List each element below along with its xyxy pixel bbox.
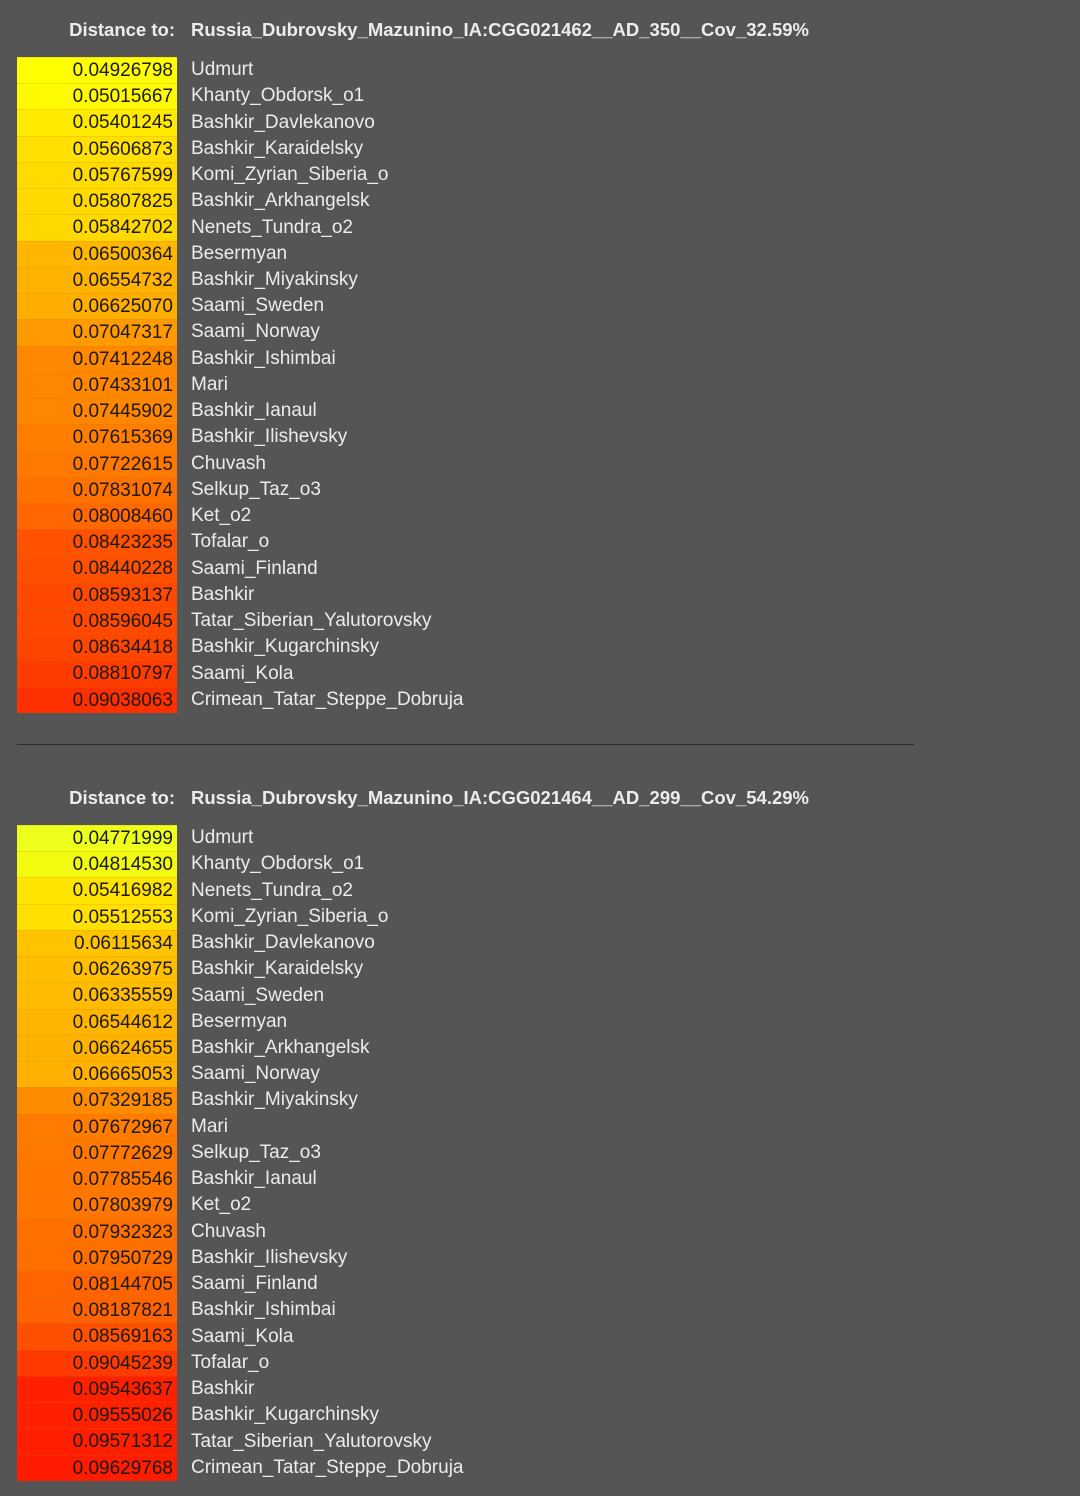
table-row xyxy=(17,1192,917,1218)
population-name: Komi_Zyrian_Siberia_o xyxy=(191,164,389,186)
population-name: Udmurt xyxy=(191,827,254,849)
distance-value: 0.04926798 xyxy=(17,57,177,83)
distance-value: 0.05842702 xyxy=(17,214,177,240)
population-name: Chuvash xyxy=(191,452,266,474)
table-row xyxy=(17,1455,917,1481)
population-name: Bashkir_Arkhangelsk xyxy=(191,190,370,212)
distance-value: 0.07785546 xyxy=(17,1166,177,1192)
distance-value: 0.06263975 xyxy=(17,956,177,982)
distance-value: 0.07615369 xyxy=(17,424,177,450)
table-row xyxy=(17,1323,917,1349)
table-row xyxy=(17,109,917,135)
table-row xyxy=(17,529,917,555)
distance-value: 0.07672967 xyxy=(17,1114,177,1140)
population-name: Selkup_Taz_o3 xyxy=(191,1141,321,1163)
population-name: Khanty_Obdorsk_o1 xyxy=(191,853,365,875)
distance-value: 0.07433101 xyxy=(17,372,177,398)
table-row xyxy=(17,57,917,83)
population-name: Udmurt xyxy=(191,59,254,81)
table-row xyxy=(17,136,917,162)
population-name: Saami_Sweden xyxy=(191,295,325,317)
table-row xyxy=(17,1087,917,1113)
distance-value: 0.09038063 xyxy=(17,687,177,713)
table-row xyxy=(17,162,917,188)
population-name: Tofalar_o xyxy=(191,1351,270,1373)
distance-value: 0.04771999 xyxy=(17,825,177,851)
distance-value: 0.05512553 xyxy=(17,904,177,930)
distance-value: 0.08634418 xyxy=(17,634,177,660)
table-row xyxy=(17,555,917,581)
table-row xyxy=(17,930,917,956)
population-name: Tatar_Siberian_Yalutorovsky xyxy=(191,610,432,632)
table-row xyxy=(17,372,917,398)
population-name: Chuvash xyxy=(191,1220,266,1242)
table-row xyxy=(17,1350,917,1376)
population-name: Crimean_Tatar_Steppe_Dobruja xyxy=(191,688,464,710)
population-name: Saami_Sweden xyxy=(191,984,325,1006)
distance-value: 0.07412248 xyxy=(17,346,177,372)
table-row xyxy=(17,608,917,634)
population-name: Bashkir_Ianaul xyxy=(191,1168,317,1190)
distance-value: 0.07932323 xyxy=(17,1219,177,1245)
population-name: Nenets_Tundra_o2 xyxy=(191,879,353,901)
table-row xyxy=(17,503,917,529)
population-name: Nenets_Tundra_o2 xyxy=(191,216,353,238)
distance-value: 0.07722615 xyxy=(17,451,177,477)
population-name: Ket_o2 xyxy=(191,1194,252,1216)
distance-value: 0.05606873 xyxy=(17,136,177,162)
section-header xyxy=(17,785,917,811)
population-name: Ket_o2 xyxy=(191,505,252,527)
population-name: Saami_Norway xyxy=(191,321,320,343)
table-row xyxy=(17,877,917,903)
population-name: Besermyan xyxy=(191,1010,288,1032)
distance-value: 0.08810797 xyxy=(17,660,177,686)
population-name: Bashkir_Ianaul xyxy=(191,400,317,422)
table-row xyxy=(17,1402,917,1428)
distance-value: 0.07445902 xyxy=(17,398,177,424)
distance-section-2 xyxy=(17,785,917,1481)
table-row xyxy=(17,956,917,982)
population-name: Bashkir_Davlekanovo xyxy=(191,932,375,954)
distance-section-1 xyxy=(17,17,917,713)
distance-value: 0.06500364 xyxy=(17,241,177,267)
table-row xyxy=(17,634,917,660)
table-row xyxy=(17,1219,917,1245)
population-name: Tofalar_o xyxy=(191,531,270,553)
distance-label: Distance to: xyxy=(69,787,175,808)
population-name: Mari xyxy=(191,373,228,395)
population-name: Bashkir_Miyakinsky xyxy=(191,1089,358,1111)
population-name: Saami_Norway xyxy=(191,1063,320,1085)
distance-table xyxy=(17,57,917,713)
distance-value: 0.05767599 xyxy=(17,162,177,188)
table-row xyxy=(17,1245,917,1271)
population-name: Saami_Kola xyxy=(191,1325,294,1347)
distance-value: 0.08144705 xyxy=(17,1271,177,1297)
table-row xyxy=(17,1140,917,1166)
population-name: Besermyan xyxy=(191,242,288,264)
table-row xyxy=(17,267,917,293)
population-name: Bashkir_Ishimbai xyxy=(191,1299,336,1321)
distance-value: 0.08569163 xyxy=(17,1323,177,1349)
population-name: Saami_Finland xyxy=(191,1273,318,1295)
distance-value: 0.07772629 xyxy=(17,1140,177,1166)
population-name: Bashkir xyxy=(191,583,255,605)
population-name: Bashkir_Miyakinsky xyxy=(191,268,358,290)
section-header xyxy=(17,17,917,43)
distance-value: 0.06335559 xyxy=(17,982,177,1008)
distance-value: 0.07803979 xyxy=(17,1192,177,1218)
table-row xyxy=(17,346,917,372)
table-row xyxy=(17,1009,917,1035)
distance-value: 0.08187821 xyxy=(17,1297,177,1323)
table-row xyxy=(17,582,917,608)
population-name: Selkup_Taz_o3 xyxy=(191,478,321,500)
table-row xyxy=(17,1428,917,1454)
distance-value: 0.08008460 xyxy=(17,503,177,529)
distance-value: 0.06624655 xyxy=(17,1035,177,1061)
distance-value: 0.06544612 xyxy=(17,1009,177,1035)
population-name: Bashkir_Kugarchinsky xyxy=(191,1404,379,1426)
population-name: Crimean_Tatar_Steppe_Dobruja xyxy=(191,1456,464,1478)
table-row xyxy=(17,319,917,345)
table-row xyxy=(17,451,917,477)
population-name: Bashkir_Karaidelsky xyxy=(191,137,364,159)
distance-value: 0.05015667 xyxy=(17,83,177,109)
distance-value: 0.07329185 xyxy=(17,1087,177,1113)
table-row xyxy=(17,188,917,214)
table-row xyxy=(17,904,917,930)
distance-value: 0.05416982 xyxy=(17,877,177,903)
table-row xyxy=(17,1114,917,1140)
table-row xyxy=(17,83,917,109)
distance-value: 0.06554732 xyxy=(17,267,177,293)
table-row xyxy=(17,982,917,1008)
distance-value: 0.07047317 xyxy=(17,319,177,345)
table-row xyxy=(17,398,917,424)
table-row xyxy=(17,851,917,877)
distance-value: 0.05807825 xyxy=(17,188,177,214)
population-name: Bashkir_Kugarchinsky xyxy=(191,636,379,658)
table-row xyxy=(17,687,917,713)
population-name: Komi_Zyrian_Siberia_o xyxy=(191,905,389,927)
population-name: Bashkir_Karaidelsky xyxy=(191,958,364,980)
target-sample: Russia_Dubrovsky_Mazunino_IA:CGG021462__AD_350__Cov_32.59% xyxy=(191,19,809,40)
distance-value: 0.09045239 xyxy=(17,1350,177,1376)
distance-value: 0.05401245 xyxy=(17,109,177,135)
table-row xyxy=(17,424,917,450)
distance-value: 0.07831074 xyxy=(17,477,177,503)
distance-value: 0.09629768 xyxy=(17,1455,177,1481)
table-row xyxy=(17,660,917,686)
distance-value: 0.08423235 xyxy=(17,529,177,555)
table-row xyxy=(17,1297,917,1323)
distance-value: 0.06665053 xyxy=(17,1061,177,1087)
table-row xyxy=(17,1035,917,1061)
table-row xyxy=(17,1271,917,1297)
distance-value: 0.09555026 xyxy=(17,1402,177,1428)
distance-value: 0.04814530 xyxy=(17,851,177,877)
population-name: Bashkir_Arkhangelsk xyxy=(191,1036,370,1058)
distance-table xyxy=(17,825,917,1481)
target-sample: Russia_Dubrovsky_Mazunino_IA:CGG021464__AD_299__Cov_54.29% xyxy=(191,787,809,808)
distance-value: 0.06625070 xyxy=(17,293,177,319)
population-name: Mari xyxy=(191,1115,228,1137)
population-name: Tatar_Siberian_Yalutorovsky xyxy=(191,1430,432,1452)
population-name: Bashkir_Davlekanovo xyxy=(191,111,375,133)
population-name: Bashkir_Ishimbai xyxy=(191,347,336,369)
table-row xyxy=(17,477,917,503)
table-row xyxy=(17,825,917,851)
population-name: Saami_Finland xyxy=(191,557,318,579)
distance-value: 0.07950729 xyxy=(17,1245,177,1271)
population-name: Saami_Kola xyxy=(191,662,294,684)
population-name: Khanty_Obdorsk_o1 xyxy=(191,85,365,107)
table-row xyxy=(17,293,917,319)
table-row xyxy=(17,1061,917,1087)
table-row xyxy=(17,241,917,267)
table-row xyxy=(17,1376,917,1402)
distance-value: 0.09571312 xyxy=(17,1428,177,1454)
population-name: Bashkir_Ilishevsky xyxy=(191,426,348,448)
population-name: Bashkir xyxy=(191,1378,255,1400)
population-name: Bashkir_Ilishevsky xyxy=(191,1246,348,1268)
section-divider xyxy=(17,744,914,745)
table-row xyxy=(17,1166,917,1192)
distance-value: 0.08596045 xyxy=(17,608,177,634)
distance-value: 0.06115634 xyxy=(17,930,177,956)
distance-label: Distance to: xyxy=(69,19,175,40)
distance-value: 0.08440228 xyxy=(17,555,177,581)
distance-value: 0.08593137 xyxy=(17,582,177,608)
table-row xyxy=(17,214,917,240)
distance-value: 0.09543637 xyxy=(17,1376,177,1402)
